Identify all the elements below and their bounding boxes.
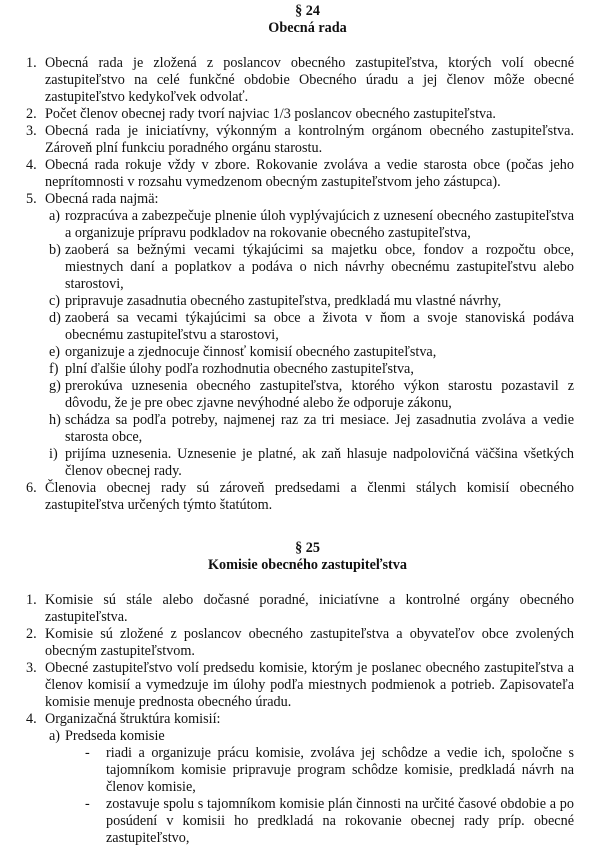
item-text: Členovia obecnej rady sú zároveň predsedami a členmi stálych komisií obecného zastupiteľstva určených týmto štatútom. [45, 480, 574, 513]
sublist-item [45, 293, 574, 310]
item-text: Obecná rada najmä: [45, 191, 159, 207]
sublist-text: rozpracúva a zabezpečuje plnenie úloh vyplývajúcich z uznesení obecného zastupiteľstva a organizuje prípravu podkladov na rokovanie obecného zastupiteľstva, [65, 208, 574, 241]
item-text: Obecná rada je zložená z poslancov obecného zastupiteľstva, ktorých volí obecné zastupiteľstvo na celé funkčné obdobie Obecného úradu a jej členov môže obecné zastupiteľstvo kedykoľvek odvolať. [45, 55, 574, 105]
sublist-text: organizuje a zjednocuje činnosť komisií obecného zastupiteľstva, [65, 344, 437, 360]
sublist-item [45, 310, 574, 344]
section-24-title: Obecná rada [268, 20, 347, 36]
item-number: 2. [26, 106, 37, 122]
list-item [0, 626, 615, 660]
sublist-letter: a) [49, 208, 61, 224]
sublist-text: prerokúva uznesenia obecného zastupiteľstva, ktorého výkon starostu pozastavil z dôvodu, že je pre obec zjavne nevýhodné alebo že odporuje zákonu, [65, 378, 574, 411]
sublist-text: Predseda komisie [65, 728, 165, 744]
list-item [0, 480, 615, 514]
sublist-text: zaoberá sa vecami týkajúcimi sa obce a života v ňom a svoje stanoviská podáva obecnému zastupiteľstvu a starostovi, [65, 310, 574, 343]
sublist-item [45, 361, 574, 378]
section-25-list [0, 592, 615, 847]
sublist-letter: f) [49, 361, 59, 377]
item-text: Komisie sú zložené z poslancov obecného zastupiteľstva a obyvateľov obce zvolených obecným zastupiteľstvom. [45, 626, 574, 659]
list-item [0, 106, 615, 123]
list-item [0, 191, 615, 480]
item-number: 3. [26, 123, 37, 139]
sublist-item [45, 446, 574, 480]
sublist-text: schádza sa podľa potreby, najmenej raz za tri mesiace. Jej zasadnutia zvoláva a vedie starosta obce, [65, 412, 574, 445]
item-number: 4. [26, 711, 37, 727]
sublist-item [45, 412, 574, 446]
item-number: 4. [26, 157, 37, 173]
item-text: Počet členov obecnej rady tvorí najviac 1/3 poslancov obecného zastupiteľstva. [45, 106, 496, 122]
sublist-item [45, 242, 574, 293]
section-25-number: § 25 [295, 540, 320, 556]
sublist-letter: c) [49, 293, 61, 309]
item-text: Organizačná štruktúra komisií: [45, 711, 221, 727]
sublist [45, 728, 574, 847]
dash-mark: - [85, 745, 90, 761]
sublist-item [45, 378, 574, 412]
sublist-item [45, 728, 574, 847]
section-25-title: Komisie obecného zastupiteľstva [208, 557, 407, 573]
dash-item [65, 796, 574, 847]
item-text: Komisie sú stále alebo dočasné poradné, iniciatívne a kontrolné orgány obecného zastupiteľstva. [45, 592, 574, 625]
sublist-letter: a) [49, 728, 61, 744]
dash-text: zostavuje spolu s tajomníkom komisie plán činnosti na určité časové obdobie a po posúdení v komisii ho predkladá na rokovanie obecnej rady príp. obecné zastupiteľstvo, [106, 796, 574, 846]
item-number: 3. [26, 660, 37, 676]
sublist [45, 208, 574, 480]
item-text: Obecné zastupiteľstvo volí predsedu komisie, ktorým je poslanec obecného zastupiteľstva a členov komisií a vymedzuje im úlohy podľa miestnych podmienok a potrieb. Zapisovateľa komisie menuje prednosta obecného úradu. [45, 660, 574, 710]
list-item [0, 660, 615, 711]
item-number: 6. [26, 480, 37, 496]
sublist-item [45, 344, 574, 361]
sublist-text: zaoberá sa bežnými vecami týkajúcimi sa majetku obce, fondov a rozpočtu obce, miestnych daní a poplatkov a podáva o nich návrhy obecnému zastupiteľstvu alebo starostovi, [65, 242, 574, 292]
sublist-letter: d) [49, 310, 61, 326]
item-number: 2. [26, 626, 37, 642]
item-number: 1. [26, 592, 37, 608]
list-item [0, 55, 615, 106]
sublist-text: pripravuje zasadnutia obecného zastupiteľstva, predkladá mu vlastné návrhy, [65, 293, 502, 309]
dash-text: riadi a organizuje prácu komisie, zvoláva jej schôdze a vedie ich, spoločne s tajomníkom komisie pripravuje program schôdze komisie, predkladá návrh na členov komisie, [106, 745, 574, 795]
section-24-number: § 24 [295, 3, 320, 19]
sublist-text: prijíma uznesenia. Uznesenie je platné, ak zaň hlasuje nadpolovičná väčšina všetkých členov obecnej rady. [65, 446, 574, 479]
sublist-letter: i) [49, 446, 58, 462]
list-item [0, 711, 615, 847]
dash-item [65, 745, 574, 796]
item-text: Obecná rada je iniciatívny, výkonným a kontrolným orgánom obecného zastupiteľstva. Zároveň plní funkciu poradného orgánu starostu. [45, 123, 574, 156]
item-text: Obecná rada rokuje vždy v zbore. Rokovanie zvoláva a vedie starosta obce (počas jeho neprítomnosti v rozsahu vymedzenom obecným zastupiteľstvom jeho zástupca). [45, 157, 574, 190]
sublist-item [45, 208, 574, 242]
list-item [0, 123, 615, 157]
sublist-text: plní ďalšie úlohy podľa rozhodnutia obecného zastupiteľstva, [65, 361, 414, 377]
list-item [0, 592, 615, 626]
dash-list [65, 745, 574, 847]
sublist-letter: b) [49, 242, 61, 258]
sublist-letter: g) [49, 378, 61, 394]
item-number: 5. [26, 191, 37, 207]
sublist-letter: e) [49, 344, 61, 360]
dash-mark: - [85, 796, 90, 812]
sublist-letter: h) [49, 412, 61, 428]
list-item [0, 157, 615, 191]
section-24-list [0, 55, 615, 514]
item-number: 1. [26, 55, 37, 71]
